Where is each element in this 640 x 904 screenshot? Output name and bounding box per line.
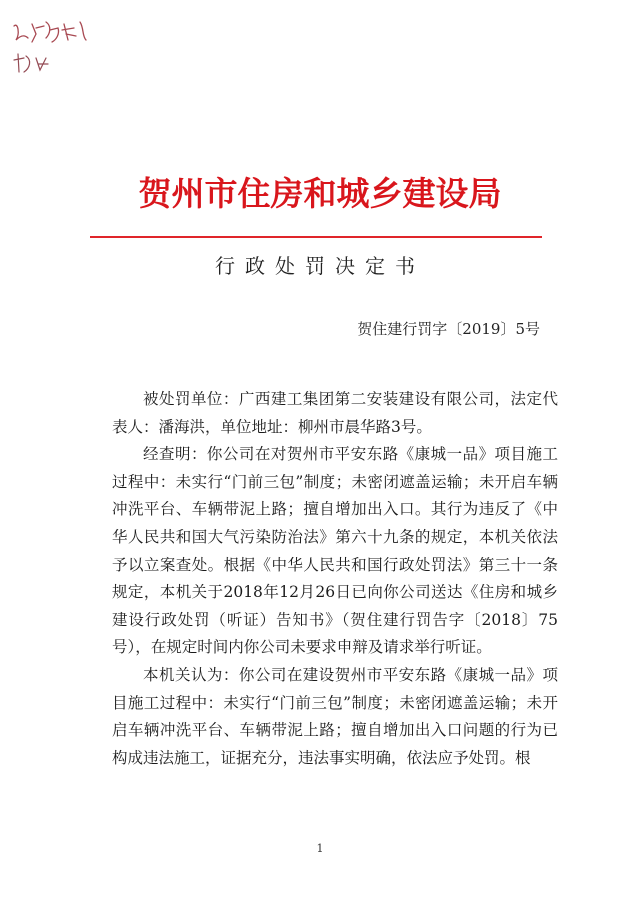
paragraph-conclusion: 本机关认为：你公司在建设贺州市平安东路《康城一品》项目施工过程中：未实行“门前三包”制度；未密闭遮盖运输；未开启车辆冲洗平台、车辆带泥上路；擅自增加出入口问题的行为已构成违法施工，证据充分，违法事实明确，依法应予处罚。根 [112, 665, 558, 767]
red-divider [90, 236, 542, 238]
document-number: 贺住建行罚字〔2019〕5号 [357, 320, 540, 338]
document-type-heading: 行政处罚决定书 [215, 254, 425, 278]
paragraph-respondent: 被处罚单位：广西建工集团第二安装建设有限公司，法定代表人：潘海洪，单位地址：柳州市晨华路3号。 [112, 390, 558, 436]
handwritten-signature-icon [6, 14, 96, 94]
page-number: 1 [316, 842, 324, 855]
agency-title: 贺州市住房和城乡建设局 [138, 174, 502, 213]
document-body [112, 386, 558, 772]
paragraph-findings: 经查明：你公司在对贺州市平安东路《康城一品》项目施工过程中：未实行“门前三包”制度；未密闭遮盖运输；未开启车辆冲洗平台、车辆带泥上路；擅自增加出入口。其行为违反了《中华人民共和国大气污染防治法》第六十九条的规定，本机关依法予以立案查处。根据《中华人民共和国行政处罚法》第三十一条规定，本机关于2018年12月26日已向你公司送达《住房和城乡建设行政处罚（听证）告知书》（贺住建行罚告字〔2018〕75号），在规定时间内你公司未要求申辩及请求举行听证。 [112, 445, 558, 657]
